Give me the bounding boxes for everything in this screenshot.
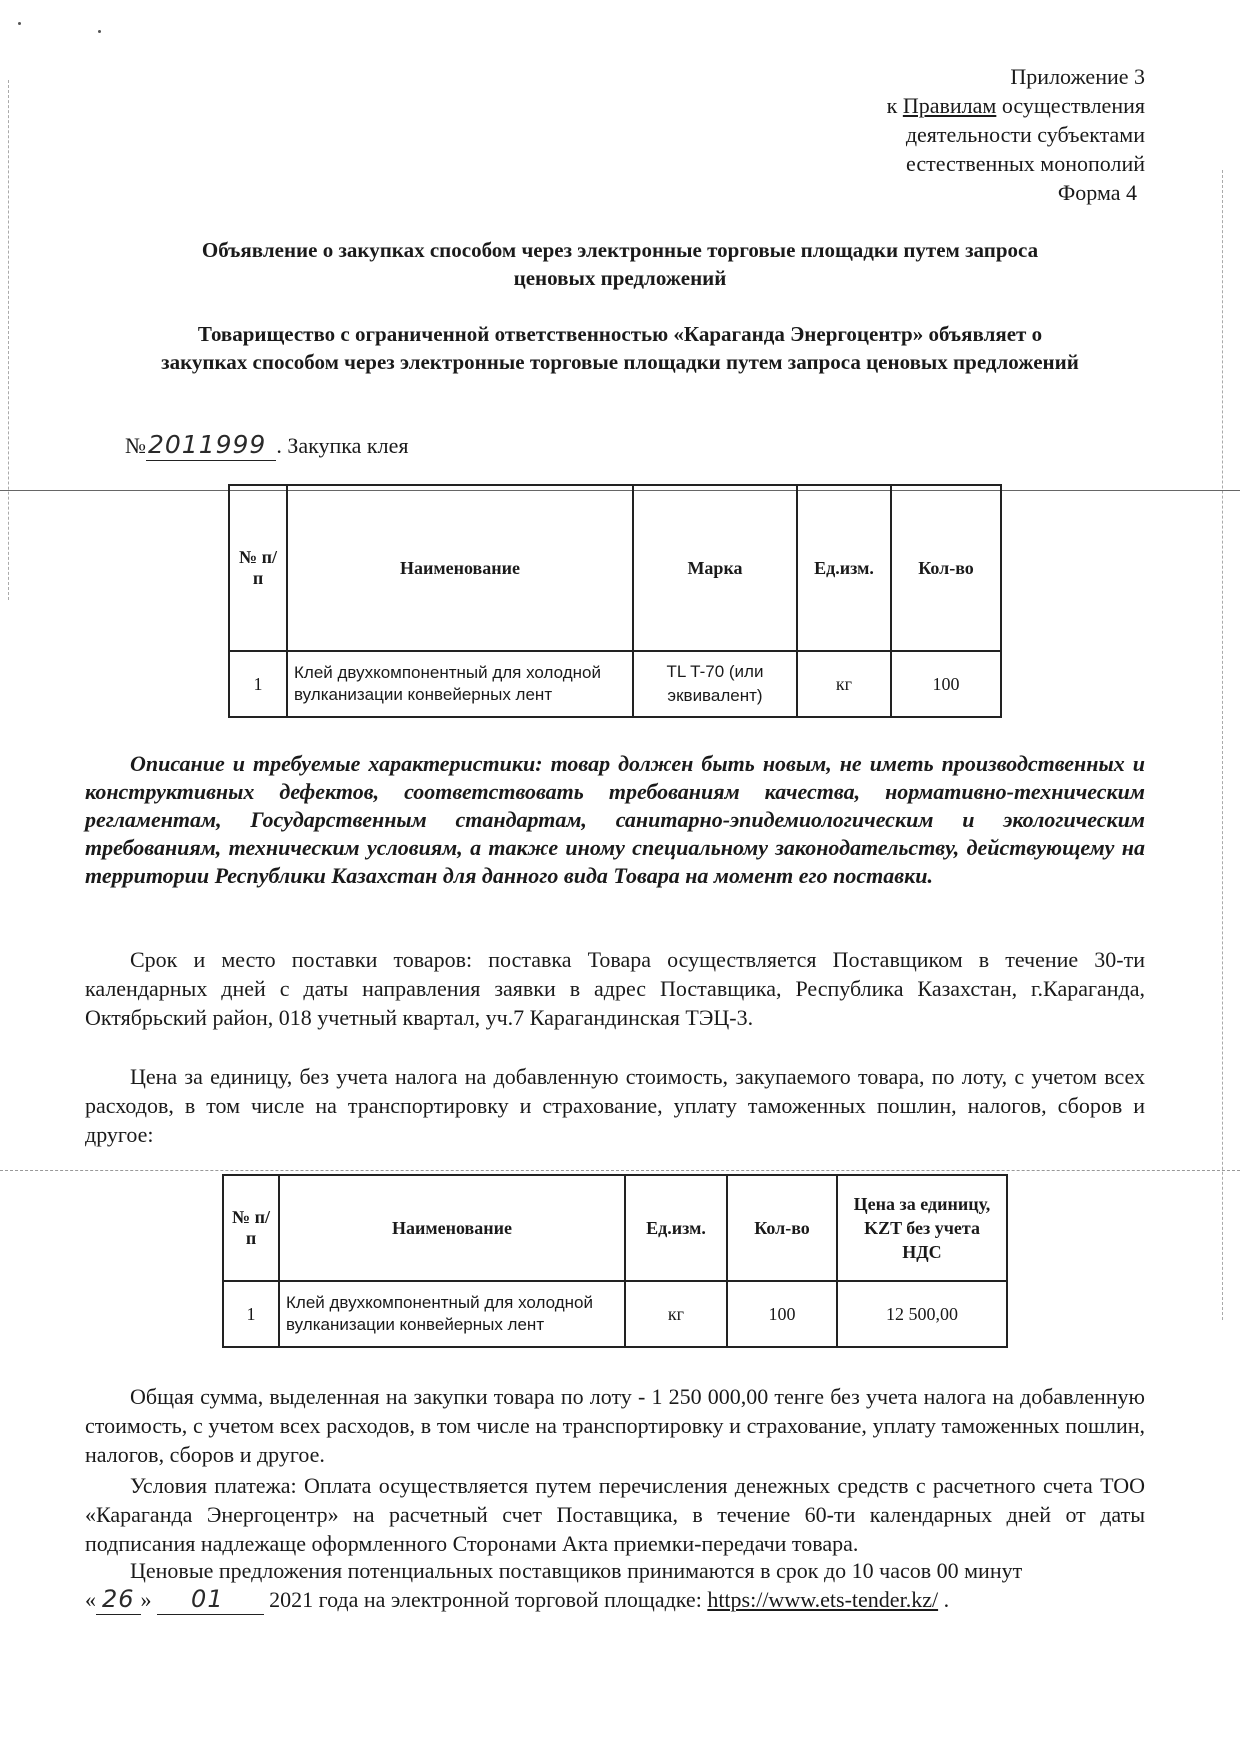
table-row <box>229 651 1001 717</box>
total-paragraph: Общая сумма, выделенная на закупки товара по лоту - 1 250 000,00 тенге без учета налога на добавленную стоимость, с учетом всех расходов, в том числе на транспортировку и страхование, уплату таможенных пошлин, налогов, сборов и другое. <box>85 1384 1145 1467</box>
scan-edge-left <box>8 80 9 600</box>
table-row <box>223 1281 1007 1347</box>
description-paragraph: Описание и требуемые характеристики: товар должен быть новым, не иметь производственных и конструктивных дефектов, соответствовать требованиям качества, нормативно-техническим регламентам, Государственным стандартам, санитарно-эпидемиологическим и экологическим требованиям, техническим условиям, а также иному специальному законодательству, действующему на территории Республики Казахстан для данного вида Товара на момент его поставки. <box>85 751 1145 888</box>
scan-edge-right <box>1222 170 1223 1320</box>
tender-site-link[interactable]: https://www.ets-tender.kz/ <box>707 1587 939 1612</box>
cell-price: 12 500,00 <box>837 1281 1007 1347</box>
handwritten-month: 01 <box>157 1585 264 1615</box>
table-header-row <box>223 1175 1007 1281</box>
col-header: № п/п <box>229 485 287 651</box>
table-header-row <box>229 485 1001 651</box>
price-table <box>222 1174 1008 1348</box>
cell-unit: кг <box>797 651 891 717</box>
handwritten-day: 26 <box>96 1585 141 1615</box>
items-table <box>228 484 1002 718</box>
cell-name: Клей двухкомпонентный для холодной вулканизации конвейерных лент <box>279 1281 625 1347</box>
cell-index: 1 <box>223 1281 279 1347</box>
col-header: Наименование <box>279 1175 625 1281</box>
deadline-paragraph <box>85 1556 1145 1615</box>
form-number: Форма 4 <box>1057 180 1137 205</box>
col-header: Марка <box>633 485 797 651</box>
cell-brand: TL T-70 (или эквивалент) <box>633 651 797 717</box>
cell-qty: 100 <box>891 651 1001 717</box>
col-header: Кол-во <box>727 1175 837 1281</box>
cell-name: Клей двухкомпонентный для холодной вулканизации конвейерных лент <box>287 651 633 717</box>
appendix-line: Приложение 3 <box>1010 64 1145 89</box>
deadline-date-line: « 26 » 01 2021 года на электронной торговой площадке: https://www.ets-tender.kz/ . <box>85 1585 950 1613</box>
cell-index: 1 <box>229 651 287 717</box>
col-header: Ед.изм. <box>797 485 891 651</box>
organizer-title: Товарищество с ограниченной ответственностью «Караганда Энергоцентр» объявляет о закупках способом через электронные торговые площадки путем запроса ценовых предложений <box>161 322 1079 374</box>
announcement-title: Объявление о закупках способом через электронные торговые площадки путем запроса ценовых предложений <box>201 238 1039 290</box>
col-header: Цена за единицу, KZT без учета НДС <box>837 1175 1007 1281</box>
col-header: Кол-во <box>891 485 1001 651</box>
rules-link[interactable]: Правилам <box>902 93 997 118</box>
procurement-number-line <box>125 430 408 461</box>
cell-unit: кг <box>625 1281 727 1347</box>
col-header: № п/п <box>223 1175 279 1281</box>
handwritten-number: 2011999 <box>146 430 276 461</box>
col-header: Наименование <box>287 485 633 651</box>
appendix-line: деятельности субъектами <box>905 122 1145 147</box>
deadline-line: Ценовые предложения потенциальных поставщиков принимаются в срок до 10 часов 00 минут <box>130 1558 1023 1583</box>
delivery-paragraph: Срок и место поставки товаров: поставка Товара осуществляется Поставщиком в течение 30-ти календарных дней с даты направления заявки в адрес Поставщика, Республика Казахстан, г.Караганда, Октябрьский район, 018 учетный квартал, уч.7 Карагандинская ТЭЦ-3. <box>85 947 1145 1030</box>
appendix-line: естественных монополий <box>906 151 1145 176</box>
price-intro-paragraph: Цена за единицу, без учета налога на добавленную стоимость, закупаемого товара, по лоту, с учетом всех расходов, в том числе на транспортировку и страхование, уплату таможенных пошлин, налогов, сборов и другое: <box>85 1064 1145 1147</box>
scan-speck <box>98 30 101 33</box>
number-prefix: № <box>125 433 146 458</box>
procurement-subject: . Закупка клея <box>276 433 409 458</box>
scan-line <box>0 1170 1240 1171</box>
appendix-line: к Правилам осуществления <box>886 93 1145 118</box>
scan-speck <box>18 22 21 25</box>
appendix-header <box>645 62 1145 207</box>
payment-paragraph: Условия платежа: Оплата осуществляется путем перечисления денежных средств с расчетного счета ТОО «Караганда Энергоцентр» на расчетный счет Поставщика, в течение 60-ти календарных дней от даты подписания надлежаще оформленного Сторонами Акта приемки-передачи товара. <box>85 1473 1145 1556</box>
col-header: Ед.изм. <box>625 1175 727 1281</box>
cell-qty: 100 <box>727 1281 837 1347</box>
